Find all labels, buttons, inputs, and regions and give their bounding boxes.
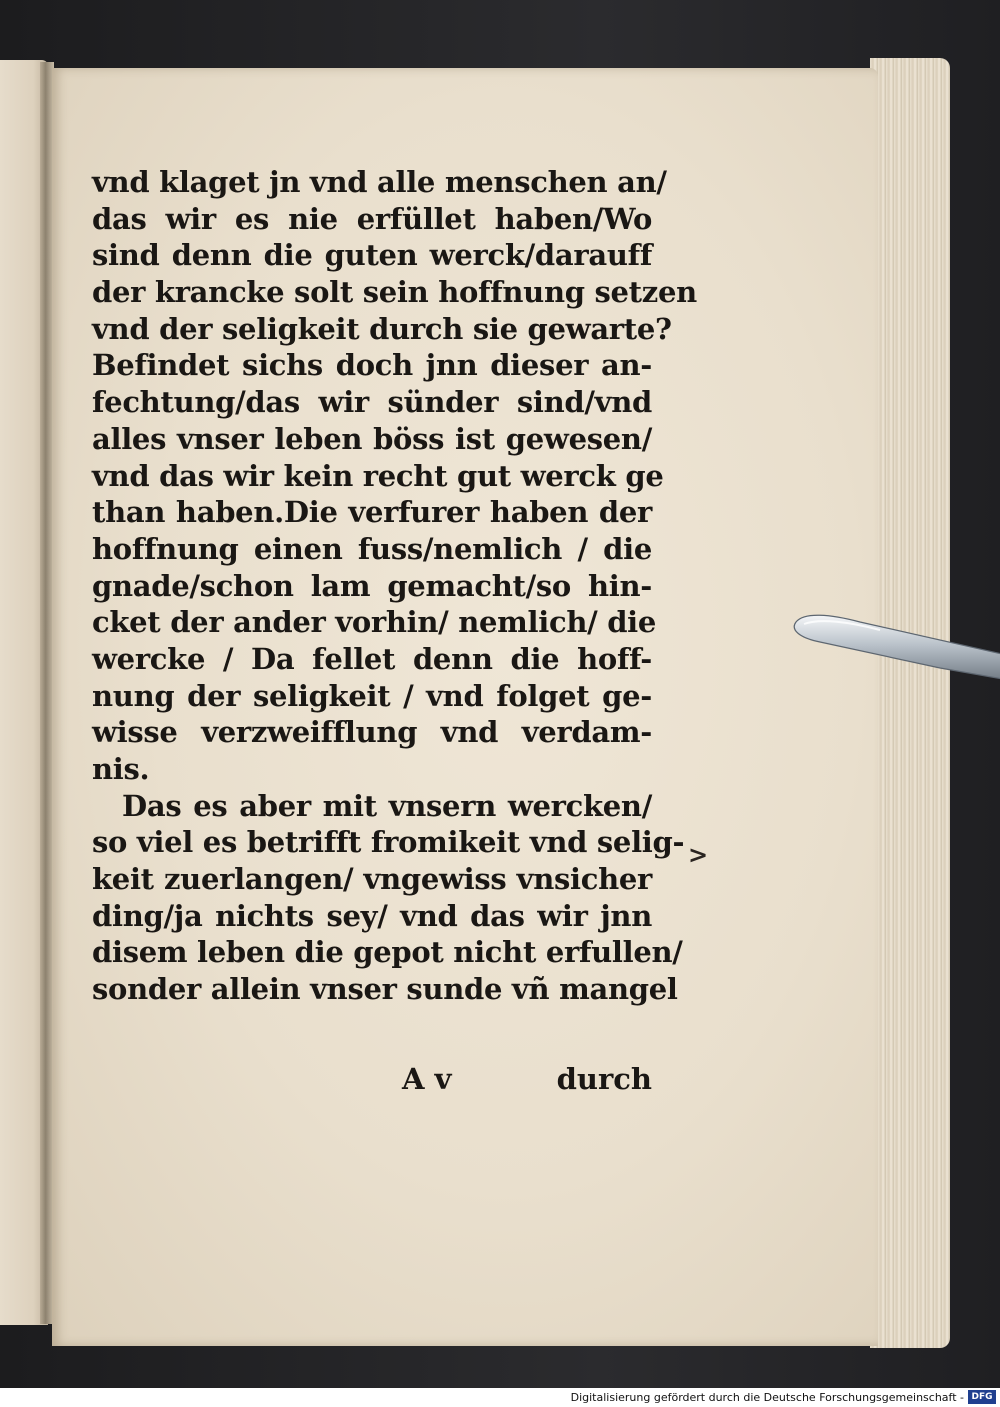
text-line: sind denn die guten werck/darauff (92, 238, 652, 273)
dfg-logo: DFG (968, 1390, 996, 1404)
pointer-stylus-icon (790, 608, 1000, 682)
page-footer (92, 1062, 652, 1102)
text-line: so viel es betrifft fromikeit vnd selig- (92, 825, 685, 860)
text-line: than haben.Die verfurer haben der (92, 495, 652, 530)
text-line: hoffnung einen fuss/nemlich / die (92, 531, 652, 566)
text-line: ding/ja nichts sey/ vnd das wir jnn (92, 898, 652, 933)
text-line: Das es aber mit vnsern wercken/ (122, 788, 652, 823)
text-line: wisse verzweifflung vnd verdam- (92, 715, 652, 750)
banner-text: Digitalisierung gefördert durch die Deutsche Forschungsgemeinschaft - (570, 1391, 964, 1404)
text-line: disem leben die gepot nicht erfullen/ (92, 935, 683, 970)
text-line: nis. (92, 752, 150, 786)
catchword: durch (556, 1062, 652, 1096)
text-line: wercke / Da fellet denn die hoff- (92, 641, 652, 676)
text-line: gnade/schon lam gemacht/so hin- (92, 568, 652, 603)
text-line: vnd das wir kein recht gut werck ge (92, 458, 664, 493)
signature-mark: A v (402, 1062, 452, 1096)
margin-mark: > (688, 840, 709, 869)
text-line: nung der seligkeit / vnd folget ge- (92, 678, 652, 713)
text-line: Befindet sichs doch jnn dieser an- (92, 348, 652, 383)
text-line: das wir es nie erfüllet haben/Wo (92, 201, 652, 236)
text-line: vnd klaget jn vnd alle menschen an/ (92, 165, 667, 199)
text-line: der krancke solt sein hoffnung setzen (92, 275, 697, 310)
page-edges (870, 58, 950, 1348)
text-line: sonder allein vnser sunde vñ mangel (92, 972, 678, 1007)
text-line: fechtung/das wir sünder sind/vnd (92, 385, 652, 420)
text-line: cket der ander vorhin/ nemlich/ die (92, 605, 657, 640)
page-text-block (92, 164, 697, 1008)
text-line: vnd der seligkeit durch sie gewarte? (92, 311, 672, 346)
text-line: keit zuerlangen/ vngewiss vnsicher (92, 862, 652, 897)
text-line: alles vnser leben böss ist gewesen/ (92, 421, 652, 456)
digitization-banner (0, 1388, 1000, 1407)
